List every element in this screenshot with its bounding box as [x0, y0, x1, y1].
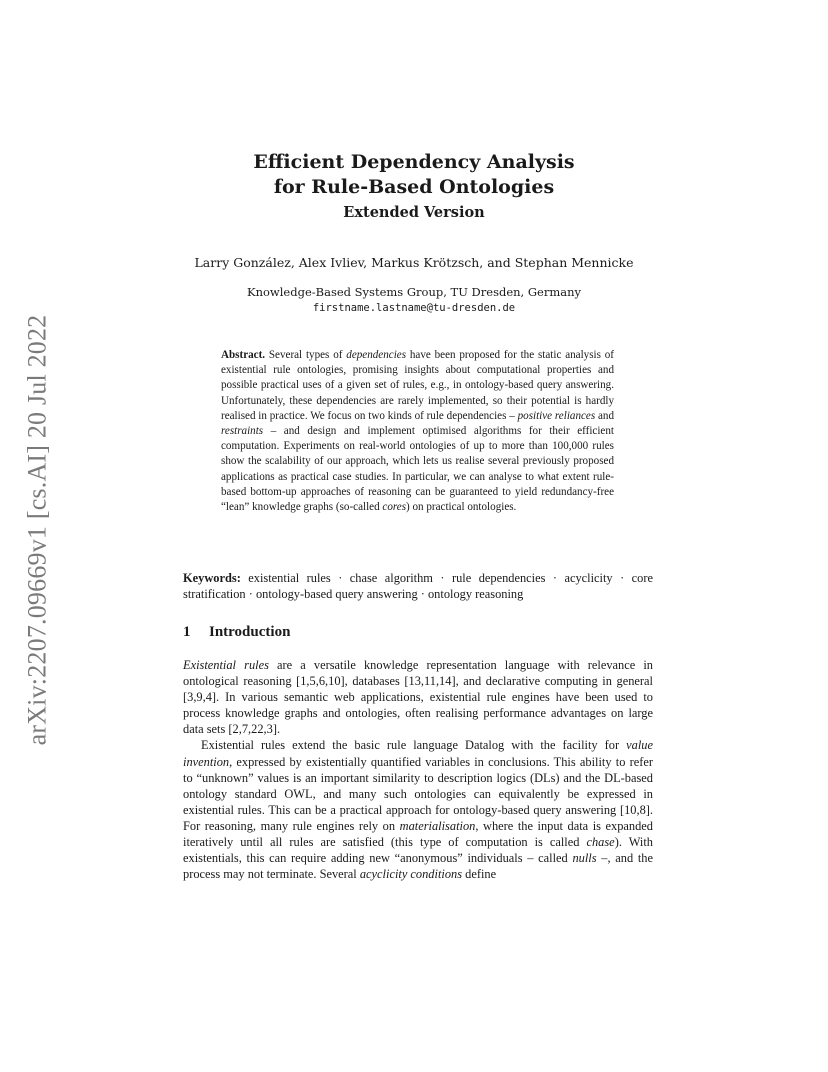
arxiv-identifier-text: arXiv:2207.09669v1 [cs.AI] 20 Jul 2022	[22, 314, 51, 746]
section-heading-introduction	[183, 624, 290, 641]
body-text: , where the input data is expanded iteratively until all rules are satisfied (this type of computation is called	[183, 818, 654, 850]
body-emph: acyclicity conditions	[359, 867, 463, 882]
body-emph: Existential rules	[183, 658, 269, 672]
title-line-2: for Rule-Based Ontologies	[273, 176, 555, 198]
abstract	[221, 348, 614, 515]
abstract-text: and	[595, 409, 614, 422]
abstract-emph: restraints	[221, 425, 264, 438]
keywords	[183, 570, 653, 602]
paragraph	[183, 737, 653, 882]
paper-title	[0, 150, 828, 200]
body-emph: chase	[586, 835, 615, 850]
abstract-text: have been proposed for the static analysis of existential rule ontologies, promising insights about computational properties and possible practical uses of a given set of rules, e.g., in ontology-based query answering. Unfortunately, these dependencies are rarely implemented, so their potential is hardly realised in practice. We focus on two kinds of rule dependencies –	[221, 349, 614, 422]
paragraph	[183, 657, 653, 737]
body-emph: nulls	[572, 851, 597, 866]
abstract-emph: cores	[382, 501, 407, 514]
author-list: Larry González, Alex Ivliev, Markus Krötzsch, and Stephan Mennicke	[194, 255, 634, 270]
abstract-text: Several types of	[265, 349, 347, 361]
body-text: define	[462, 867, 497, 882]
keywords-text: existential rules · chase algorithm · rule dependencies · acyclicity · core stratification · ontology-based query answering · ontology reasoning	[183, 571, 653, 601]
body-emph: value invention	[183, 738, 653, 769]
body-text: , expressed by existentially quantified variables in conclusions. This ability to refer to “unknown” values is an important similarity to description logics (DLs) and the DL-based ontology standard OWL, and many such ontologies can equivalently be expressed in existential rules. This can be a practical approach for ontology-based query answering [10,8]. For reasoning, many rule engines rely on	[183, 754, 653, 833]
abstract-text: ) on practical ontologies.	[406, 501, 517, 514]
abstract-label: Abstract.	[221, 349, 266, 361]
body-emph: materialisation	[399, 818, 476, 833]
title-line-1: Efficient Dependency Analysis	[253, 151, 575, 173]
section-title: Introduction	[209, 624, 291, 640]
abstract-emph: positive reliances	[517, 409, 596, 422]
section-number: 1	[183, 624, 191, 640]
paper-subtitle: Extended Version	[343, 204, 485, 221]
body-text: –, and the process may not terminate. Several	[183, 851, 653, 882]
body-text: are a versatile knowledge representation language with relevance in ontological reasoning [1,5,6,10], databases [13,11,14], and declarative computing in general [3,9,4]. In various semantic web applications, existential rule engines have been used to process knowledge graphs and ontologies, often realising performance advantages on large data sets [2,7,22,3].	[183, 658, 653, 737]
author-email: firstname.lastname@tu-dresden.de	[312, 302, 516, 314]
keywords-label: Keywords:	[183, 571, 241, 585]
abstract-emph: dependencies	[346, 349, 407, 361]
body-text: Existential rules extend the basic rule language Datalog with the facility for	[201, 738, 627, 753]
affiliation: Knowledge-Based Systems Group, TU Dresden, Germany	[246, 285, 582, 299]
affiliation-block	[0, 284, 828, 316]
abstract-text: – and design and implement optimised algorithms for their efficient computation. Experiments on real-world ontologies of up to more than 100,000 rules show the scalability of our approach, which lets us realise several previously proposed applications as practical case studies. In particular, we can analyse to what extent rule-based bottom-up approaches of reasoning can be guaranteed to yield redundancy-free “lean” knowledge graphs (so-called	[221, 425, 614, 514]
arxiv-identifier-stamp	[14, 300, 60, 760]
introduction-body	[183, 657, 653, 882]
body-text: ). With existentials, this can require adding new “anonymous” individuals – called	[183, 835, 653, 866]
